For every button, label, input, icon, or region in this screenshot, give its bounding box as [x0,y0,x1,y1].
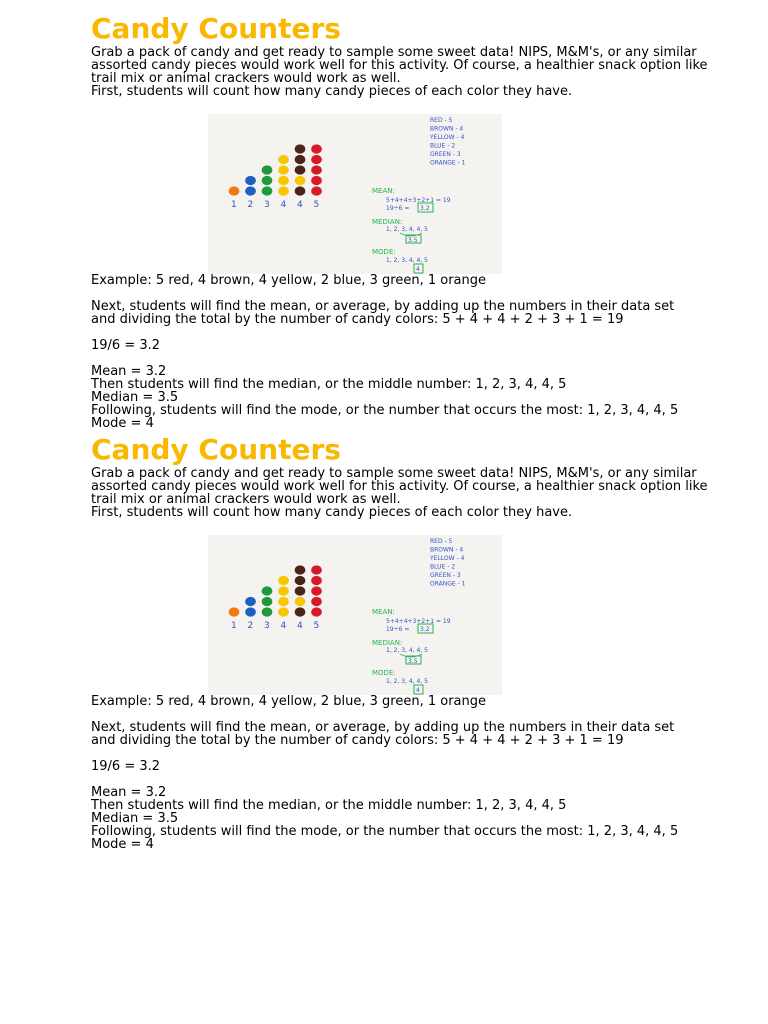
division-text: 19/6 = 3.2 [91,759,161,774]
column-count-label: 5 [313,621,320,631]
candy-piece [311,586,322,595]
column-count-label: 1 [231,200,237,210]
candy-piece [262,165,273,174]
candy-piece [262,176,273,185]
mean-result-text: Mean = 3.2 [91,364,167,379]
candy-piece [245,186,256,195]
median-label: MEDIAN: [372,639,403,647]
mean-label: MEAN: [372,187,395,195]
color-count-legend-item: GREEN - 3 [430,572,461,579]
candy-piece [295,565,306,574]
candy-piece [311,576,322,585]
column-count-label: 3 [264,200,270,210]
candy-piece [311,565,322,574]
candy-piece [295,155,306,164]
example-text: Example: 5 red, 4 brown, 4 yellow, 2 blue, 3 green, 1 orange [91,273,487,288]
candy-piece [311,144,322,153]
median-result: 3.5 [408,658,418,665]
candy-piece [295,186,306,195]
candy-piece [278,576,289,585]
first-step-text: First, students will count how many candy pieces of each color they have. [91,505,573,520]
color-count-legend-item: GREEN - 3 [430,151,461,158]
column-count-label: 4 [280,200,287,210]
median-result-text: Median = 3.5 [91,811,179,826]
mean-result: 3.2 [420,626,430,633]
mode-result-text: Mode = 4 [91,837,154,852]
candy-piece [278,597,289,606]
mode-list: 1, 2, 3, 4, 4, 5 [386,678,428,685]
median-list: 1, 2, 3, 4, 4, 5 [386,226,428,233]
section-title: Candy Counters [91,12,341,45]
column-count-label: 3 [264,621,270,631]
color-count-legend-item: BLUE - 2 [430,142,456,150]
mean-explanation-line-2: and dividing the total by the number of candy colors: 5 + 4 + 4 + 2 + 3 + 1 = 19 [91,312,624,327]
candy-piece [278,586,289,595]
color-count-legend-item: RED - 5 [430,117,453,124]
candy-piece [278,165,289,174]
candy-piece [278,607,289,616]
candy-piece [245,176,256,185]
candy-piece [262,607,273,616]
candy-piece [295,165,306,174]
mean-division: 19÷6 = [386,205,410,212]
column-count-label: 1 [231,621,237,631]
column-count-label: 2 [247,621,254,631]
example-text: Example: 5 red, 4 brown, 4 yellow, 2 blue, 3 green, 1 orange [91,694,487,709]
median-result: 3.5 [408,237,418,244]
section-title: Candy Counters [91,433,341,466]
candy-piece [278,155,289,164]
candy-piece [295,607,306,616]
candy-piece [311,165,322,174]
color-count-legend-item: ORANGE - 1 [430,159,466,167]
candy-photo-illustration [208,114,502,274]
candy-photo-illustration [208,535,502,695]
candy-piece [295,576,306,585]
candy-counters-section [91,12,731,430]
candy-piece [311,607,322,616]
color-count-legend-item: ORANGE - 1 [430,580,466,588]
column-count-label: 4 [280,621,287,631]
mode-label: MODE: [372,669,396,677]
candy-piece [262,586,273,595]
mode-result: 4 [416,687,420,694]
candy-piece [229,186,240,195]
median-explanation-text: Then students will find the median, or the middle number: 1, 2, 3, 4, 4, 5 [91,798,567,813]
color-count-legend-item: YELLOW - 4 [430,555,465,562]
candy-photo [208,114,502,274]
candy-piece [229,607,240,616]
mode-result: 4 [416,266,420,273]
mode-result-text: Mode = 4 [91,416,154,431]
mode-explanation-text: Following, students will find the mode, or the number that occurs the most: 1, 2, 3, 4, 4, 5 [91,403,679,418]
column-count-label: 4 [297,200,303,210]
mode-list: 1, 2, 3, 4, 4, 5 [386,257,428,264]
first-step-text: First, students will count how many candy pieces of each color they have. [91,84,573,99]
candy-photo [208,535,502,695]
mean-label: MEAN: [372,608,395,616]
candy-piece [245,597,256,606]
candy-piece [245,607,256,616]
mean-division: 19÷6 = [386,626,410,633]
candy-piece [295,144,306,153]
candy-piece [311,597,322,606]
candy-piece [262,597,273,606]
candy-piece [295,176,306,185]
mean-result-text: Mean = 3.2 [91,785,167,800]
color-count-legend-item: YELLOW - 4 [430,134,465,141]
candy-counters-section [91,433,731,851]
mean-calculation: 5+4+4+3+2+1 = 19 [386,197,451,204]
color-count-legend-item: BLUE - 2 [430,563,456,571]
column-count-label: 5 [313,200,320,210]
median-explanation-text: Then students will find the median, or the middle number: 1, 2, 3, 4, 4, 5 [91,377,567,392]
mean-explanation-line-1: Next, students will find the mean, or average, by adding up the numbers in their data set [91,299,675,314]
candy-piece [311,186,322,195]
intro-paragraph: Grab a pack of candy and get ready to sample some sweet data! NIPS, M&M's, or any similar assorted candy pieces would work well for this activity. Of course, a healthier snack option like trail mix or animal crackers would work as well. [91,45,708,86]
color-count-legend-item: BROWN - 4 [430,125,464,133]
mean-result: 3.2 [420,205,430,212]
column-count-label: 2 [247,200,254,210]
median-label: MEDIAN: [372,218,403,226]
column-count-label: 4 [297,621,303,631]
mean-explanation-line-2: and dividing the total by the number of candy colors: 5 + 4 + 4 + 2 + 3 + 1 = 19 [91,733,624,748]
candy-piece [311,176,322,185]
candy-piece [278,176,289,185]
candy-piece [262,186,273,195]
median-list: 1, 2, 3, 4, 4, 5 [386,647,428,654]
mean-calculation: 5+4+4+3+2+1 = 19 [386,618,451,625]
candy-piece [295,597,306,606]
intro-paragraph: Grab a pack of candy and get ready to sample some sweet data! NIPS, M&M's, or any similar assorted candy pieces would work well for this activity. Of course, a healthier snack option like trail mix or animal crackers would work as well. [91,466,708,507]
mode-label: MODE: [372,248,396,256]
mean-explanation-line-1: Next, students will find the mean, or average, by adding up the numbers in their data set [91,720,675,735]
candy-piece [278,186,289,195]
division-text: 19/6 = 3.2 [91,338,161,353]
color-count-legend-item: BROWN - 4 [430,546,464,554]
candy-piece [295,586,306,595]
color-count-legend-item: RED - 5 [430,538,453,545]
mode-explanation-text: Following, students will find the mode, or the number that occurs the most: 1, 2, 3, 4, 4, 5 [91,824,679,839]
candy-piece [311,155,322,164]
median-result-text: Median = 3.5 [91,390,179,405]
